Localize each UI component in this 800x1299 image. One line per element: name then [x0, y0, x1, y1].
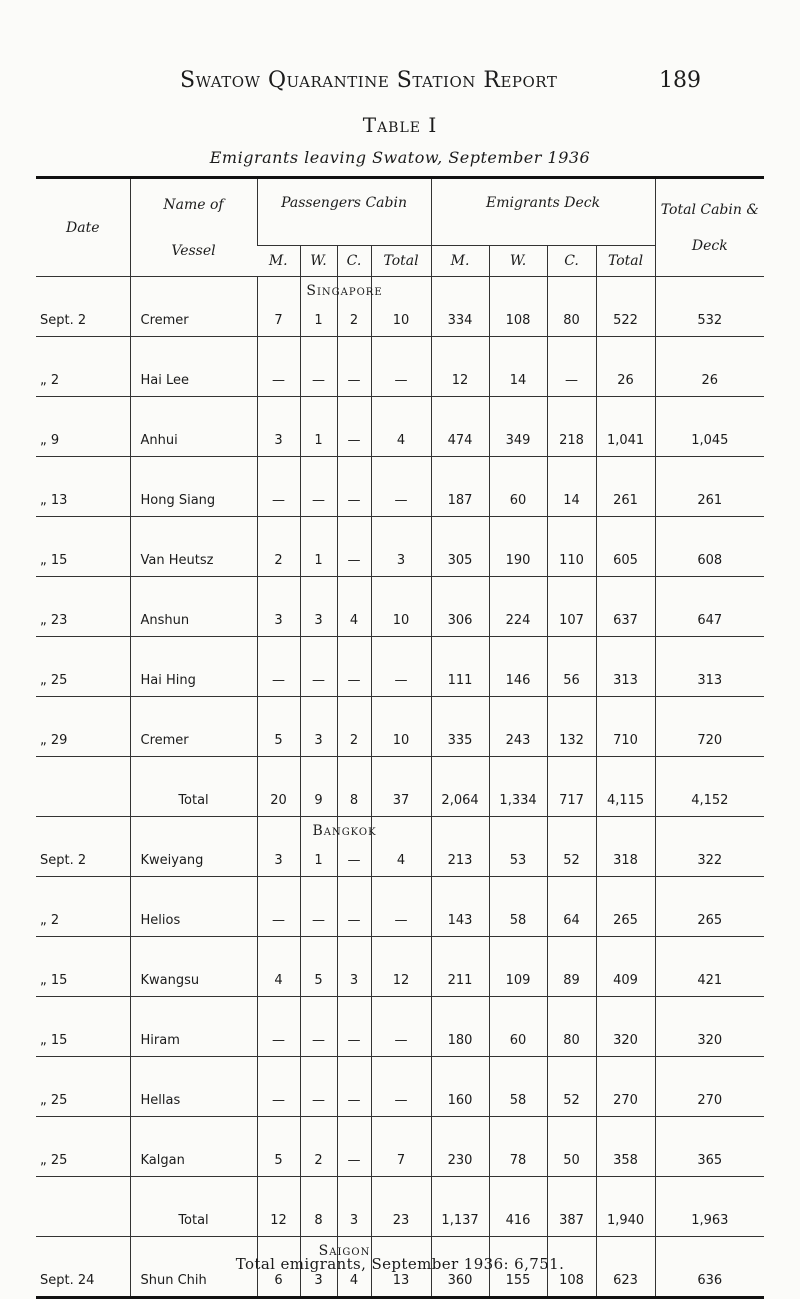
deck-total-cell: 313 [596, 637, 655, 697]
vessel-cell: Kwangsu [130, 937, 257, 997]
deck-women-cell: 155 [489, 1237, 547, 1298]
grand-total-cell: 270 [655, 1057, 764, 1117]
cabin-men-cell: 5 [257, 697, 300, 757]
table-title: Table I [362, 113, 438, 137]
vessel-cell: Cremer [130, 697, 257, 757]
cabin-women-cell: 3 [300, 1237, 337, 1298]
deck-children-cell: 52 [547, 817, 596, 877]
grand-total-cell: 320 [655, 997, 764, 1057]
table-row [36, 877, 764, 937]
cabin-men-cell: 3 Bangkok [257, 817, 300, 877]
cabin-men-cell: — [257, 337, 300, 397]
grand-total-cell: 313 [655, 637, 764, 697]
table-row [36, 397, 764, 457]
port-label: Bangkok [312, 823, 377, 839]
deck-total-cell: 318 [596, 817, 655, 877]
deck-men-cell: 335 [431, 697, 489, 757]
deck-total-cell: 26 [596, 337, 655, 397]
emigrants-table [36, 176, 764, 1299]
cabin-total-cell: — [371, 1057, 431, 1117]
cabin-women-total-cell: 8 [300, 1177, 337, 1237]
deck-women-cell: 349 [489, 397, 547, 457]
cabin-total-cell: 10 [371, 577, 431, 637]
deck-women-cell: 224 [489, 577, 547, 637]
cabin-men-cell: — [257, 1057, 300, 1117]
deck-total-cell: 605 [596, 517, 655, 577]
cabin-children-cell: 2 [337, 697, 371, 757]
cabin-women-cell: — [300, 457, 337, 517]
grand-total-total-cell: 4,152 [655, 757, 764, 817]
cabin-men-cell: 7 Singapore [257, 277, 300, 337]
date-cell [36, 1177, 130, 1237]
deck-men-cell: 306 [431, 577, 489, 637]
cabin-total-cell: 3 [371, 517, 431, 577]
grand-total-cell: 365 [655, 1117, 764, 1177]
cabin-children-cell: 4 [337, 1237, 371, 1298]
grand-total-cell: 532 [655, 277, 764, 337]
cabin-women-cell: — [300, 877, 337, 937]
cabin-children-cell: — [337, 517, 371, 577]
vessel-cell: Hiram [130, 997, 257, 1057]
deck-men-cell: 230 [431, 1117, 489, 1177]
table-row [36, 997, 764, 1057]
cabin-total-cell: 10 [371, 697, 431, 757]
table-row [36, 517, 764, 577]
cabin-total-cell: 10 [371, 277, 431, 337]
deck-men-cell: 474 [431, 397, 489, 457]
cabin-women-cell: — [300, 337, 337, 397]
vessel-cell: Cremer [130, 277, 257, 337]
table-row [36, 457, 764, 517]
cabin-men-cell: 2 [257, 517, 300, 577]
cabin-total-cell: 4 [371, 397, 431, 457]
cabin-total-cell: — [371, 997, 431, 1057]
deck-total-cell: 320 [596, 997, 655, 1057]
cabin-men-cell: 4 [257, 937, 300, 997]
deck-men-cell: 12 [431, 337, 489, 397]
cabin-total-total-cell: 23 [371, 1177, 431, 1237]
deck-total-cell: 265 [596, 877, 655, 937]
deck-children-cell: 218 [547, 397, 596, 457]
col-emigrants-deck-header: Emigrants Deck [431, 178, 655, 246]
deck-total-cell: 270 [596, 1057, 655, 1117]
deck-total-total-cell: 1,940 [596, 1177, 655, 1237]
vessel-cell: Van Heutsz [130, 517, 257, 577]
cabin-children-cell: — [337, 877, 371, 937]
deck-total-cell: 409 [596, 937, 655, 997]
deck-women-cell: 58 [489, 1057, 547, 1117]
deck-children-cell: 80 [547, 997, 596, 1057]
deck-women-cell: 60 [489, 457, 547, 517]
deck-women-cell: 14 [489, 337, 547, 397]
cabin-children-cell: — [337, 337, 371, 397]
cabin-women-cell: 3 [300, 577, 337, 637]
deck-children-cell: 107 [547, 577, 596, 637]
grand-total-cell: 322 [655, 817, 764, 877]
deck-women-total-cell: 416 [489, 1177, 547, 1237]
deck-men-cell: 143 [431, 877, 489, 937]
vessel-cell: Helios [130, 877, 257, 937]
section-total-row [36, 1177, 764, 1237]
date-cell: „ 15 [36, 997, 130, 1057]
table-row [36, 577, 764, 637]
grand-total-cell: 265 [655, 877, 764, 937]
col-passengers-cabin-header: Passengers Cabin [257, 178, 431, 246]
date-cell [36, 757, 130, 817]
table-row [36, 697, 764, 757]
cabin-women-total-cell: 9 [300, 757, 337, 817]
date-cell: „ 29 [36, 697, 130, 757]
cabin-children-cell: 3 [337, 937, 371, 997]
vessel-cell: Hellas [130, 1057, 257, 1117]
deck-men-cell: 180 [431, 997, 489, 1057]
cabin-women-cell: 1 [300, 277, 337, 337]
deck-men-cell: 305 [431, 517, 489, 577]
cabin-total-cell: 13 [371, 1237, 431, 1298]
deck-children-cell: 56 [547, 637, 596, 697]
date-cell: „ 9 [36, 397, 130, 457]
port-label: Saigon [318, 1243, 371, 1259]
deck-children-cell: — [547, 337, 596, 397]
col-vessel-header: Name of Vessel [130, 178, 257, 277]
deck-children-cell: 89 [547, 937, 596, 997]
cabin-men-cell: 3 [257, 577, 300, 637]
sub-header-m: M. [257, 246, 300, 277]
table-row [36, 817, 764, 877]
cabin-children-total-cell: 8 [337, 757, 371, 817]
deck-children-cell: 110 [547, 517, 596, 577]
grand-total-cell: 261 [655, 457, 764, 517]
vessel-cell: Kweiyang [130, 817, 257, 877]
date-cell: Sept. 2 [36, 817, 130, 877]
cabin-children-cell: — [337, 997, 371, 1057]
sub-header-c: C. [547, 246, 596, 277]
running-header [0, 68, 800, 98]
deck-children-total-cell: 717 [547, 757, 596, 817]
sub-header-total: Total [596, 246, 655, 277]
col-total-header: Total Cabin & Deck [655, 178, 764, 277]
cabin-men-cell: — [257, 457, 300, 517]
date-cell: Sept. 2 [36, 277, 130, 337]
col-date-header: Date [66, 219, 100, 236]
cabin-women-cell: 1 [300, 517, 337, 577]
table-row [36, 1057, 764, 1117]
deck-women-cell: 108 [489, 277, 547, 337]
cabin-women-cell: 1 [300, 817, 337, 877]
deck-men-cell: 211 [431, 937, 489, 997]
grand-total-total-cell: 1,963 [655, 1177, 764, 1237]
total-label: Total [130, 1177, 257, 1237]
report-title: Swatow Quarantine Station Report [180, 68, 558, 93]
vessel-cell: Kalgan [130, 1117, 257, 1177]
table-subtitle: Emigrants leaving Swatow, September 1936 [209, 148, 591, 167]
deck-men-cell: 111 [431, 637, 489, 697]
cabin-men-cell: 6 Saigon [257, 1237, 300, 1298]
vessel-cell: Hong Siang [130, 457, 257, 517]
deck-women-cell: 243 [489, 697, 547, 757]
vessel-cell: Shun Chih [130, 1237, 257, 1298]
sub-header-total: Total [371, 246, 431, 277]
table-row [36, 1117, 764, 1177]
page-number: 189 [659, 68, 701, 93]
deck-women-cell: 58 [489, 877, 547, 937]
cabin-men-total-cell: 12 [257, 1177, 300, 1237]
deck-women-cell: 190 [489, 517, 547, 577]
cabin-total-cell: — [371, 637, 431, 697]
cabin-men-cell: — [257, 637, 300, 697]
cabin-children-cell: — [337, 1057, 371, 1117]
date-cell: „ 15 [36, 937, 130, 997]
cabin-total-cell: 12 [371, 937, 431, 997]
date-cell: „ 23 [36, 577, 130, 637]
grand-total-cell: 720 [655, 697, 764, 757]
date-cell: „ 15 [36, 517, 130, 577]
deck-total-cell: 623 [596, 1237, 655, 1298]
date-cell: „ 25 [36, 637, 130, 697]
table-row [36, 277, 764, 337]
grand-total-cell: 647 [655, 577, 764, 637]
cabin-children-cell: — [337, 817, 371, 877]
deck-women-cell: 53 [489, 817, 547, 877]
total-label: Total [130, 757, 257, 817]
grand-total-cell: 608 [655, 517, 764, 577]
deck-women-cell: 109 [489, 937, 547, 997]
vessel-cell: Anshun [130, 577, 257, 637]
grand-total-cell: 1,045 [655, 397, 764, 457]
cabin-women-cell: 5 [300, 937, 337, 997]
cabin-men-total-cell: 20 [257, 757, 300, 817]
deck-total-total-cell: 4,115 [596, 757, 655, 817]
deck-men-total-cell: 1,137 [431, 1177, 489, 1237]
deck-women-total-cell: 1,334 [489, 757, 547, 817]
table-row [36, 937, 764, 997]
total-emigrants-note: Total emigrants, September 1936: 6,751. [235, 1255, 565, 1273]
cabin-children-cell: — [337, 457, 371, 517]
cabin-children-cell: — [337, 397, 371, 457]
section-total-row [36, 757, 764, 817]
vessel-cell: Hai Lee [130, 337, 257, 397]
sub-header-w: W. [489, 246, 547, 277]
cabin-children-cell: 2 [337, 277, 371, 337]
date-cell: Sept. 24 [36, 1237, 130, 1298]
vessel-cell: Anhui [130, 397, 257, 457]
deck-women-cell: 78 [489, 1117, 547, 1177]
deck-men-total-cell: 2,064 [431, 757, 489, 817]
deck-children-cell: 52 [547, 1057, 596, 1117]
cabin-children-cell: 4 [337, 577, 371, 637]
table-body [36, 277, 764, 1298]
table-row [36, 337, 764, 397]
date-cell: „ 2 [36, 877, 130, 937]
deck-total-cell: 522 [596, 277, 655, 337]
deck-children-cell: 80 [547, 277, 596, 337]
cabin-total-cell: — [371, 457, 431, 517]
deck-children-cell: 132 [547, 697, 596, 757]
cabin-children-total-cell: 3 [337, 1177, 371, 1237]
deck-men-cell: 334 [431, 277, 489, 337]
deck-men-cell: 160 [431, 1057, 489, 1117]
table-row [36, 637, 764, 697]
cabin-women-cell: — [300, 637, 337, 697]
deck-women-cell: 60 [489, 997, 547, 1057]
sub-header-c: C. [337, 246, 371, 277]
deck-children-cell: 50 [547, 1117, 596, 1177]
deck-children-cell: 14 [547, 457, 596, 517]
date-cell: „ 2 [36, 337, 130, 397]
grand-total-cell: 26 [655, 337, 764, 397]
cabin-total-cell: — [371, 337, 431, 397]
cabin-total-total-cell: 37 [371, 757, 431, 817]
deck-children-total-cell: 387 [547, 1177, 596, 1237]
deck-men-cell: 187 [431, 457, 489, 517]
vessel-cell: Hai Hing [130, 637, 257, 697]
cabin-total-cell: 7 [371, 1117, 431, 1177]
sub-header-m: M. [431, 246, 489, 277]
cabin-children-cell: — [337, 1117, 371, 1177]
grand-total-cell: 421 [655, 937, 764, 997]
cabin-total-cell: — [371, 877, 431, 937]
cabin-women-cell: — [300, 1057, 337, 1117]
cabin-men-cell: 3 [257, 397, 300, 457]
deck-total-cell: 358 [596, 1117, 655, 1177]
cabin-men-cell: 5 [257, 1117, 300, 1177]
deck-men-cell: 213 [431, 817, 489, 877]
deck-children-cell: 64 [547, 877, 596, 937]
port-label: Singapore [306, 283, 383, 299]
cabin-total-cell: 4 [371, 817, 431, 877]
cabin-men-cell: — [257, 877, 300, 937]
deck-total-cell: 710 [596, 697, 655, 757]
date-cell: „ 25 [36, 1117, 130, 1177]
cabin-women-cell: — [300, 997, 337, 1057]
deck-total-cell: 1,041 [596, 397, 655, 457]
date-cell: „ 25 [36, 1057, 130, 1117]
cabin-women-cell: 2 [300, 1117, 337, 1177]
deck-total-cell: 261 [596, 457, 655, 517]
deck-total-cell: 637 [596, 577, 655, 637]
grand-total-cell: 636 [655, 1237, 764, 1298]
cabin-children-cell: — [337, 637, 371, 697]
cabin-women-cell: 3 [300, 697, 337, 757]
date-cell: „ 13 [36, 457, 130, 517]
deck-children-cell: 108 [547, 1237, 596, 1298]
sub-header-w: W. [300, 246, 337, 277]
cabin-women-cell: 1 [300, 397, 337, 457]
deck-men-cell: 360 [431, 1237, 489, 1298]
deck-women-cell: 146 [489, 637, 547, 697]
cabin-men-cell: — [257, 997, 300, 1057]
